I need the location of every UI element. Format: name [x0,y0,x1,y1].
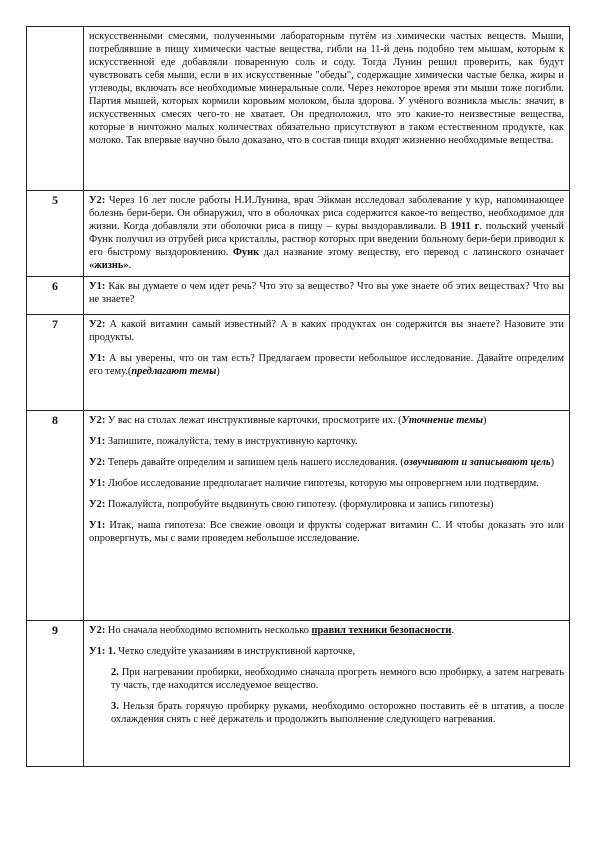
step-content [84,315,570,411]
step-number: 5 [27,191,84,277]
text-run: . [128,260,132,271]
table-row [27,621,570,767]
step-content [84,191,570,277]
step-number: 8 [27,411,84,621]
paragraph [89,624,564,637]
text-run: Пожалуйста, попробуйте выдвинуть свою гипотезу. (формулировка и запись гипотезы) [107,499,494,510]
table-row [27,277,570,315]
paragraph [89,666,564,692]
text-run: Теперь давайте определим и запишем цель нашего исследования. ( [107,457,404,468]
emphasis-text: 1911 г [450,221,480,232]
text-run: Нельзя брать горячую пробирку руками, необходимо осторожно поставить её в штатив, а после охлаждения снять с неё держатель и продолжить выполнение следующего нагревания. [111,701,565,725]
lesson-table [26,26,570,767]
emphasis-text: правил техники безопасности [311,625,452,636]
emphasis-text: «жизнь» [89,260,129,271]
text-run: Четко следуйте указаниям в инструктивной карточке, [118,646,356,657]
step-content [84,621,570,767]
text-run: А какой витамин самый известный? А в каких продуктах он содержится вы знаете? Назовите эти продукты. [89,319,564,343]
paragraph [89,352,564,378]
paragraph [89,280,564,306]
step-content [84,411,570,621]
paragraph [89,435,564,448]
step-number: 6 [27,277,84,315]
paragraph [89,456,564,469]
emphasis-text: У1: [89,520,110,531]
emphasis-text: У2: [89,499,108,510]
text-run: Итак, наша гипотеза: Все свежие овощи и фрукты содержат витамин С. И чтобы доказать это или опровергнуть, мы с вами проведем небольшое исследование. [89,520,564,544]
text-run: Через 16 лет после работы Н.И.Лунина, врач Эйкман исследовал заболевание у кур, напоминающее болезнь бери-бери. Он обнаружил, что в оболочках риса содержится какое-то вещество, необходимое для жизни. Когда добавляли эти оболочки риса в пищу – куры выздоравливали. В [89,195,564,232]
emphasis-text: Функ [232,247,260,258]
paragraph [89,414,564,427]
text-run: Любое исследование предполагает наличие гипотезы, которую мы опровергнем или подтвердим. [107,478,539,489]
table-row [27,411,570,621]
text-run: У вас на столах лежат инструктивные карточки, просмотрите их. ( [107,415,402,426]
emphasis-text: У1: [89,353,109,364]
emphasis-text: У2: [89,319,110,330]
text-run: дал название этому веществу, его перевод с латинского означает [259,247,564,258]
text-run: А вы уверены, что он там есть? Предлагаем провести небольшое исследование. Давайте определим его тему.( [89,353,565,377]
text-run: Но сначала необходимо вспомнить несколько [107,625,312,636]
text-run: При нагревании пробирки, необходимо сначала прогреть немного всю пробирку, а затем нагревать ту часть, где находится исследуемое вещество. [111,667,565,691]
text-run: Как вы думаете о чем идет речь? Что это за вещество? Что вы уже знаете об этих веществах? Что вы не знаете? [89,281,564,305]
step-number [27,27,84,191]
paragraph [89,318,564,344]
paragraph [89,498,564,511]
emphasis-text: предлагают темы [131,366,217,377]
table-row [27,315,570,411]
table-row [27,27,570,191]
paragraph [89,645,564,658]
paragraph [89,30,564,147]
step-number: 7 [27,315,84,411]
step-content [84,277,570,315]
lesson-table-body [27,27,570,767]
paragraph [89,519,564,545]
emphasis-text: У1: [89,281,109,292]
text-run: ) [550,457,555,468]
paragraph [89,194,564,272]
emphasis-text: У1: [89,436,108,447]
text-run: ) [482,415,487,426]
step-number: 9 [27,621,84,767]
emphasis-text: Уточнение темы [401,415,483,426]
text-run: . польский ученый Функ получил из отрубей риса кристаллы, раствор которых при введении больному бери-бери приводил к его быстрому выздоровлению. [89,221,564,258]
emphasis-text: У2: [89,195,109,206]
emphasis-text: У2: [89,457,108,468]
text-run: ) [216,366,220,377]
text-run: . [451,625,455,636]
emphasis-text: 3. [111,701,123,712]
emphasis-text: озвучивают и записывают цель [403,457,551,468]
paragraph [89,700,564,726]
emphasis-text: У1: [89,478,108,489]
table-row [27,191,570,277]
emphasis-text: У1: 1. [89,646,119,657]
paragraph [89,477,564,490]
emphasis-text: У2: [89,625,108,636]
emphasis-text: 2. [111,667,122,678]
text-run: Запишите, пожалуйста, тему в инструктивную карточку. [107,436,358,447]
step-content [84,27,570,191]
text-run: искусственными смесями, полученными лабораторным путём из химически частых веществ. Мыши, потреблявшие в пищу химически частые вещества, гибли на 11-й день подобно тем мышам, которым к искусственной еде добавляли поваренную соль и соду. Тогда Лунин решил проверить, как будут чувствовать себя мыши, если в их искусственные "обеды", содержащие химически частые белка, жиры и углеводы, включать все необходимые минеральные соли. Через некоторое время эти мыши тоже погибли. Партия мышей, которых кормили коровьим молоком, была здорова. У учёного возникла мысль: значит, в искусственных смесях чего-то не хватает. Он предположил, что это какие-то неизвестные вещества, которые в ничтожно малых количествах обязательно присутствуют в таком естественном продукте, как молоко. Так впервые научно было доказано, что в состав пищи входят жизненно необходимые вещества. [89,31,564,146]
emphasis-text: У2: [89,415,108,426]
